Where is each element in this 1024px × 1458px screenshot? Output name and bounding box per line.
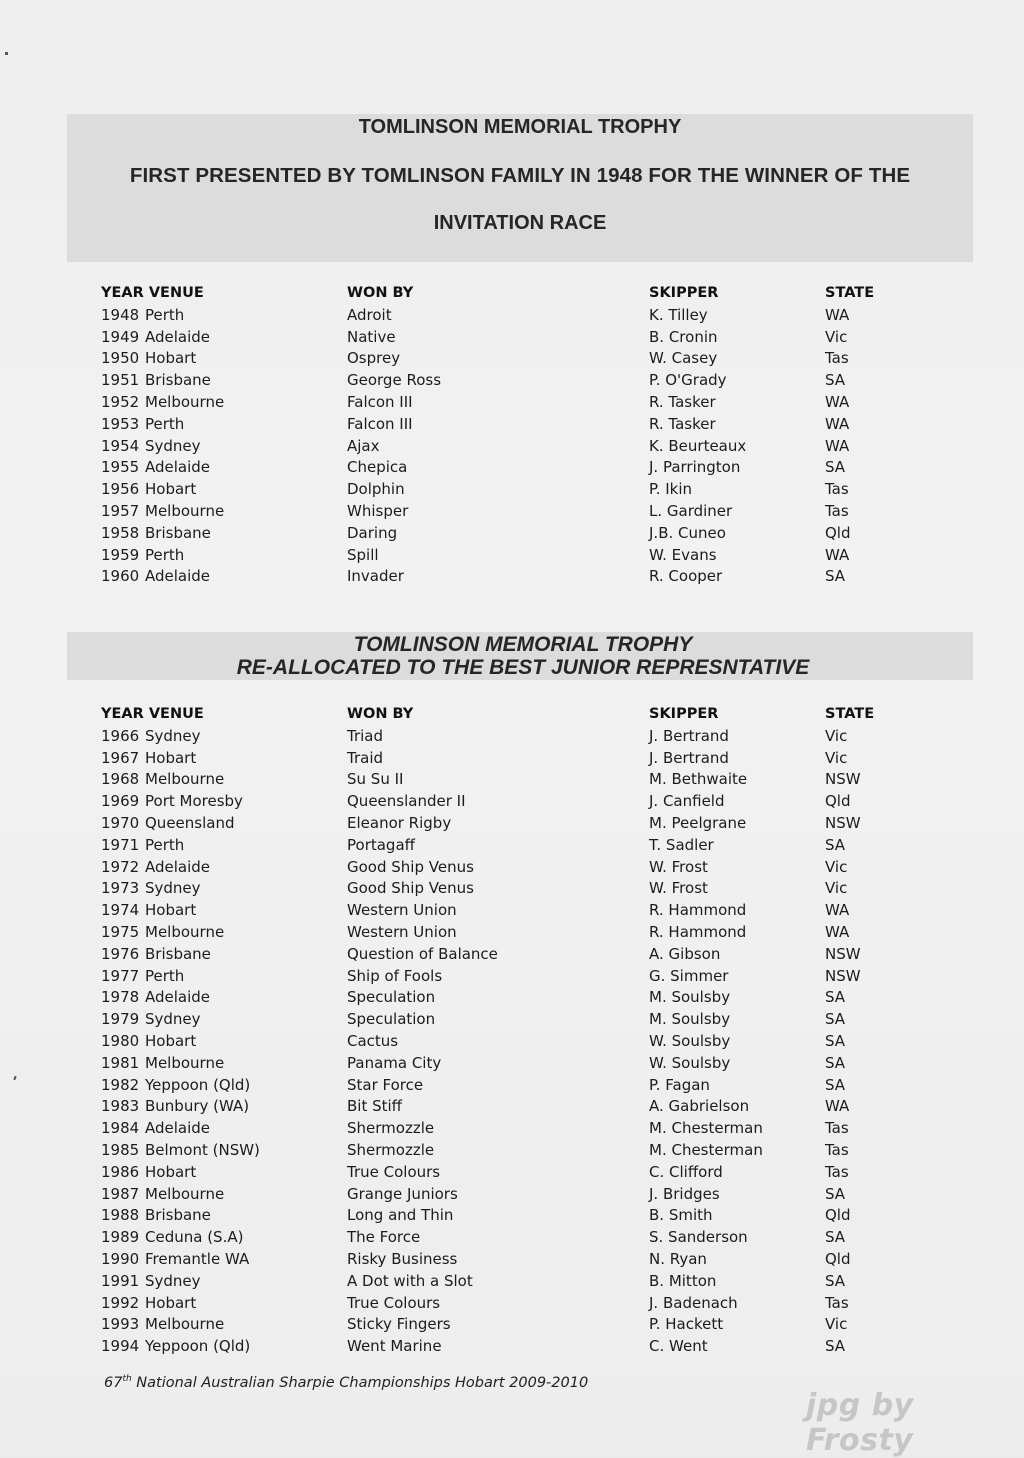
cell-skipper: P. Fagan bbox=[649, 1075, 710, 1094]
footer-number: 67 bbox=[104, 1375, 123, 1391]
cell-won-by: Star Force bbox=[347, 1075, 424, 1094]
cell-skipper: P. Hackett bbox=[649, 1315, 724, 1334]
cell-year: 1986 bbox=[101, 1162, 140, 1181]
cell-skipper: J. Parrington bbox=[649, 458, 741, 477]
cell-year: 1985 bbox=[101, 1140, 140, 1159]
cell-skipper: M. Chesterman bbox=[649, 1140, 763, 1159]
cell-state: SA bbox=[825, 1271, 846, 1290]
scan-speck bbox=[5, 52, 8, 55]
table-header-row bbox=[0, 283, 1024, 305]
cell-year: 1974 bbox=[101, 901, 140, 920]
cell-year: 1982 bbox=[101, 1075, 140, 1094]
cell-skipper: K. Beurteaux bbox=[649, 436, 747, 455]
cell-won-by: Shermozzle bbox=[347, 1119, 435, 1138]
cell-won-by: Daring bbox=[347, 523, 398, 542]
cell-won-by: Falcon III bbox=[347, 414, 413, 433]
section2-title-line2: RE-ALLOCATED TO THE BEST JUNIOR REPRESNTATIVE bbox=[236, 656, 810, 679]
cell-venue: Ceduna (S.A) bbox=[145, 1228, 244, 1247]
table-row bbox=[0, 305, 1024, 327]
cell-venue: Belmont (NSW) bbox=[145, 1140, 260, 1159]
cell-won-by: True Colours bbox=[347, 1162, 441, 1181]
cell-year: 1968 bbox=[101, 770, 140, 789]
cell-state: Qld bbox=[825, 1206, 851, 1225]
footer-caption bbox=[104, 1374, 588, 1391]
cell-venue: Sydney bbox=[145, 1271, 201, 1290]
cell-year: 1994 bbox=[101, 1337, 140, 1356]
cell-won-by: Falcon III bbox=[347, 392, 413, 411]
cell-venue: Hobart bbox=[145, 1293, 197, 1312]
cell-state: Qld bbox=[825, 523, 851, 542]
cell-state: Vic bbox=[825, 857, 848, 876]
cell-venue: Perth bbox=[145, 414, 185, 433]
cell-venue: Hobart bbox=[145, 480, 197, 499]
cell-year: 1975 bbox=[101, 922, 140, 941]
cell-state: SA bbox=[825, 1031, 846, 1050]
cell-venue: Brisbane bbox=[145, 944, 211, 963]
cell-venue: Sydney bbox=[145, 879, 201, 898]
cell-year: 1949 bbox=[101, 327, 140, 346]
cell-state: Tas bbox=[825, 349, 849, 368]
cell-skipper: B. Mitton bbox=[649, 1271, 717, 1290]
cell-skipper: M. Peelgrane bbox=[649, 813, 747, 832]
cell-state: WA bbox=[825, 1097, 850, 1116]
cell-state: NSW bbox=[825, 966, 861, 985]
cell-venue: Brisbane bbox=[145, 523, 211, 542]
cell-year: 1977 bbox=[101, 966, 140, 985]
table-row bbox=[0, 900, 1024, 922]
cell-state: Vic bbox=[825, 327, 848, 346]
cell-skipper: J. Bridges bbox=[649, 1184, 720, 1203]
table-row bbox=[0, 1336, 1024, 1358]
cell-skipper: C. Went bbox=[649, 1337, 708, 1356]
header-won-by: WON BY bbox=[347, 706, 414, 722]
table-row bbox=[0, 1205, 1024, 1227]
cell-state: WA bbox=[825, 305, 850, 324]
cell-year: 1948 bbox=[101, 305, 140, 324]
cell-skipper: W. Evans bbox=[649, 545, 717, 564]
cell-state: SA bbox=[825, 1184, 846, 1203]
cell-won-by: George Ross bbox=[347, 371, 442, 390]
table-row bbox=[0, 1184, 1024, 1206]
table-header-row bbox=[0, 704, 1024, 726]
footer-superscript: th bbox=[122, 1374, 132, 1384]
cell-skipper: B. Smith bbox=[649, 1206, 713, 1225]
section1-title: TOMLINSON MEMORIAL TROPHY bbox=[358, 116, 682, 138]
cell-won-by: Bit Stiff bbox=[347, 1097, 403, 1116]
table-row bbox=[0, 878, 1024, 900]
header-state: STATE bbox=[825, 706, 875, 722]
cell-skipper: R. Hammond bbox=[649, 901, 747, 920]
section1-subtitle-line1: FIRST PRESENTED BY TOMLINSON FAMILY IN 1948 FOR THE WINNER OF THE bbox=[129, 164, 911, 187]
cell-skipper: T. Sadler bbox=[649, 835, 714, 854]
cell-venue: Melbourne bbox=[145, 501, 225, 520]
cell-won-by: Cactus bbox=[347, 1031, 399, 1050]
cell-venue: Brisbane bbox=[145, 1206, 211, 1225]
cell-state: Tas bbox=[825, 1293, 849, 1312]
cell-won-by: Triad bbox=[347, 726, 384, 745]
cell-skipper: J. Badenach bbox=[649, 1293, 738, 1312]
cell-won-by: Western Union bbox=[347, 922, 457, 941]
table-row bbox=[0, 1053, 1024, 1075]
cell-venue: Hobart bbox=[145, 1162, 197, 1181]
cell-venue: Adelaide bbox=[145, 1119, 211, 1138]
cell-skipper: P. O'Grady bbox=[649, 371, 727, 390]
cell-won-by: Traid bbox=[347, 748, 384, 767]
table-row bbox=[0, 1009, 1024, 1031]
footer-text: National Australian Sharpie Championships Hobart 2009-2010 bbox=[131, 1375, 589, 1391]
table-row bbox=[0, 966, 1024, 988]
cell-skipper: N. Ryan bbox=[649, 1249, 707, 1268]
cell-skipper: J. Bertrand bbox=[649, 748, 729, 767]
cell-won-by: Chepica bbox=[347, 458, 408, 477]
cell-won-by: Sticky Fingers bbox=[347, 1315, 451, 1334]
table-row bbox=[0, 436, 1024, 458]
table-row bbox=[0, 1096, 1024, 1118]
cell-year: 1976 bbox=[101, 944, 140, 963]
table-row bbox=[0, 944, 1024, 966]
cell-year: 1989 bbox=[101, 1228, 140, 1247]
cell-won-by: Adroit bbox=[347, 305, 392, 324]
cell-venue: Perth bbox=[145, 835, 185, 854]
table-row bbox=[0, 1118, 1024, 1140]
table-row bbox=[0, 791, 1024, 813]
cell-won-by: The Force bbox=[347, 1228, 421, 1247]
cell-venue: Port Moresby bbox=[145, 792, 243, 811]
cell-venue: Sydney bbox=[145, 436, 201, 455]
cell-state: Qld bbox=[825, 1249, 851, 1268]
cell-skipper: R. Tasker bbox=[649, 414, 716, 433]
table-row bbox=[0, 392, 1024, 414]
cell-year: 1956 bbox=[101, 480, 140, 499]
cell-won-by: Speculation bbox=[347, 1010, 436, 1029]
cell-venue: Fremantle WA bbox=[145, 1249, 250, 1268]
cell-year: 1973 bbox=[101, 879, 140, 898]
cell-state: WA bbox=[825, 901, 850, 920]
cell-state: Qld bbox=[825, 792, 851, 811]
cell-won-by: Speculation bbox=[347, 988, 436, 1007]
table-row bbox=[0, 813, 1024, 835]
cell-won-by: Eleanor Rigby bbox=[347, 813, 452, 832]
table-row bbox=[0, 1162, 1024, 1184]
cell-won-by: Spill bbox=[347, 545, 379, 564]
cell-won-by: Queenslander II bbox=[347, 792, 466, 811]
cell-year: 1953 bbox=[101, 414, 140, 433]
table-row bbox=[0, 922, 1024, 944]
cell-state: SA bbox=[825, 835, 846, 854]
cell-year: 1958 bbox=[101, 523, 140, 542]
cell-state: SA bbox=[825, 458, 846, 477]
cell-skipper: A. Gabrielson bbox=[649, 1097, 750, 1116]
cell-skipper: L. Gardiner bbox=[649, 501, 733, 520]
cell-venue: Perth bbox=[145, 545, 185, 564]
cell-won-by: True Colours bbox=[347, 1293, 441, 1312]
cell-won-by: Portagaff bbox=[347, 835, 415, 854]
cell-state: Tas bbox=[825, 480, 849, 499]
cell-skipper: W. Frost bbox=[649, 857, 708, 876]
table-row bbox=[0, 726, 1024, 748]
header-year-venue: YEAR VENUE bbox=[101, 285, 204, 301]
cell-skipper: M. Chesterman bbox=[649, 1119, 763, 1138]
cell-won-by: Good Ship Venus bbox=[347, 857, 474, 876]
cell-venue: Yeppoon (Qld) bbox=[145, 1075, 251, 1094]
cell-venue: Queensland bbox=[145, 813, 235, 832]
cell-won-by: Went Marine bbox=[347, 1337, 442, 1356]
table-row bbox=[0, 479, 1024, 501]
cell-state: Tas bbox=[825, 1119, 849, 1138]
cell-venue: Hobart bbox=[145, 901, 197, 920]
table-row bbox=[0, 1293, 1024, 1315]
table-row bbox=[0, 1271, 1024, 1293]
header-skipper: SKIPPER bbox=[649, 706, 719, 722]
cell-won-by: Grange Juniors bbox=[347, 1184, 458, 1203]
cell-state: SA bbox=[825, 1075, 846, 1094]
cell-skipper: M. Bethwaite bbox=[649, 770, 748, 789]
cell-skipper: R. Hammond bbox=[649, 922, 747, 941]
cell-state: Vic bbox=[825, 879, 848, 898]
cell-venue: Melbourne bbox=[145, 392, 225, 411]
cell-state: SA bbox=[825, 1337, 846, 1356]
cell-state: SA bbox=[825, 988, 846, 1007]
cell-won-by: A Dot with a Slot bbox=[347, 1271, 473, 1290]
cell-skipper: B. Cronin bbox=[649, 327, 718, 346]
cell-state: SA bbox=[825, 1053, 846, 1072]
table-row bbox=[0, 1031, 1024, 1053]
cell-skipper: P. Ikin bbox=[649, 480, 693, 499]
header-won-by: WON BY bbox=[347, 285, 414, 301]
table-row bbox=[0, 457, 1024, 479]
cell-skipper: R. Cooper bbox=[649, 567, 723, 586]
cell-won-by: Shermozzle bbox=[347, 1140, 435, 1159]
table-row bbox=[0, 1075, 1024, 1097]
cell-year: 1987 bbox=[101, 1184, 140, 1203]
cell-won-by: Invader bbox=[347, 567, 404, 586]
cell-state: Tas bbox=[825, 1140, 849, 1159]
cell-venue: Melbourne bbox=[145, 1184, 225, 1203]
cell-venue: Melbourne bbox=[145, 1315, 225, 1334]
cell-year: 1978 bbox=[101, 988, 140, 1007]
cell-venue: Sydney bbox=[145, 1010, 201, 1029]
cell-venue: Melbourne bbox=[145, 770, 225, 789]
cell-venue: Hobart bbox=[145, 349, 197, 368]
cell-year: 1967 bbox=[101, 748, 140, 767]
cell-year: 1979 bbox=[101, 1010, 140, 1029]
cell-state: SA bbox=[825, 371, 846, 390]
cell-skipper: W. Frost bbox=[649, 879, 708, 898]
table-row bbox=[0, 1314, 1024, 1336]
cell-venue: Bunbury (WA) bbox=[145, 1097, 250, 1116]
table-row bbox=[0, 501, 1024, 523]
cell-state: WA bbox=[825, 922, 850, 941]
cell-state: WA bbox=[825, 414, 850, 433]
cell-venue: Hobart bbox=[145, 1031, 197, 1050]
table-row bbox=[0, 370, 1024, 392]
cell-venue: Melbourne bbox=[145, 922, 225, 941]
table-row bbox=[0, 523, 1024, 545]
cell-state: SA bbox=[825, 567, 846, 586]
cell-year: 1959 bbox=[101, 545, 140, 564]
cell-year: 1984 bbox=[101, 1119, 140, 1138]
cell-state: WA bbox=[825, 545, 850, 564]
cell-won-by: Ajax bbox=[347, 436, 380, 455]
cell-year: 1992 bbox=[101, 1293, 140, 1312]
table-row bbox=[0, 348, 1024, 370]
cell-year: 1988 bbox=[101, 1206, 140, 1225]
cell-year: 1954 bbox=[101, 436, 140, 455]
cell-won-by: Question of Balance bbox=[347, 944, 498, 963]
cell-year: 1952 bbox=[101, 392, 140, 411]
cell-year: 1966 bbox=[101, 726, 140, 745]
cell-year: 1980 bbox=[101, 1031, 140, 1050]
cell-year: 1950 bbox=[101, 349, 140, 368]
cell-year: 1993 bbox=[101, 1315, 140, 1334]
cell-skipper: W. Soulsby bbox=[649, 1031, 731, 1050]
cell-skipper: S. Sanderson bbox=[649, 1228, 748, 1247]
cell-skipper: G. Simmer bbox=[649, 966, 729, 985]
cell-state: Tas bbox=[825, 1162, 849, 1181]
table-row bbox=[0, 566, 1024, 588]
table-row bbox=[0, 1249, 1024, 1271]
cell-skipper: J.B. Cuneo bbox=[649, 523, 726, 542]
cell-venue: Melbourne bbox=[145, 1053, 225, 1072]
cell-skipper: W. Casey bbox=[649, 349, 718, 368]
header-year-venue: YEAR VENUE bbox=[101, 706, 204, 722]
cell-venue: Perth bbox=[145, 966, 185, 985]
table-row bbox=[0, 545, 1024, 567]
cell-year: 1957 bbox=[101, 501, 140, 520]
cell-year: 1990 bbox=[101, 1249, 140, 1268]
cell-state: WA bbox=[825, 392, 850, 411]
section2-banner bbox=[67, 632, 973, 680]
cell-year: 1991 bbox=[101, 1271, 140, 1290]
cell-won-by: Osprey bbox=[347, 349, 401, 368]
section1-subtitle-line2: INVITATION RACE bbox=[433, 212, 607, 234]
section2-table bbox=[0, 704, 1024, 1358]
cell-won-by: Risky Business bbox=[347, 1249, 458, 1268]
cell-won-by: Whisper bbox=[347, 501, 409, 520]
cell-state: Vic bbox=[825, 748, 848, 767]
cell-won-by: Dolphin bbox=[347, 480, 405, 499]
cell-skipper: J. Bertrand bbox=[649, 726, 729, 745]
cell-won-by: Long and Thin bbox=[347, 1206, 454, 1225]
cell-venue: Adelaide bbox=[145, 458, 211, 477]
cell-skipper: A. Gibson bbox=[649, 944, 721, 963]
cell-won-by: Good Ship Venus bbox=[347, 879, 474, 898]
cell-won-by: Panama City bbox=[347, 1053, 442, 1072]
cell-venue: Yeppoon (Qld) bbox=[145, 1337, 251, 1356]
cell-year: 1981 bbox=[101, 1053, 140, 1072]
cell-state: NSW bbox=[825, 770, 861, 789]
cell-state: SA bbox=[825, 1010, 846, 1029]
cell-venue: Adelaide bbox=[145, 857, 211, 876]
table-row bbox=[0, 769, 1024, 791]
table-row bbox=[0, 414, 1024, 436]
table-row bbox=[0, 1140, 1024, 1162]
section1-table bbox=[0, 283, 1024, 588]
cell-won-by: Native bbox=[347, 327, 396, 346]
cell-won-by: Western Union bbox=[347, 901, 457, 920]
cell-state: NSW bbox=[825, 944, 861, 963]
cell-year: 1970 bbox=[101, 813, 140, 832]
cell-skipper: C. Clifford bbox=[649, 1162, 723, 1181]
cell-year: 1971 bbox=[101, 835, 140, 854]
table-row bbox=[0, 987, 1024, 1009]
cell-venue: Perth bbox=[145, 305, 185, 324]
table-row bbox=[0, 1227, 1024, 1249]
cell-state: WA bbox=[825, 436, 850, 455]
cell-won-by: Su Su II bbox=[347, 770, 404, 789]
table-row bbox=[0, 835, 1024, 857]
header-skipper: SKIPPER bbox=[649, 285, 719, 301]
cell-state: Vic bbox=[825, 726, 848, 745]
cell-year: 1960 bbox=[101, 567, 140, 586]
watermark: jpg by Frosty bbox=[806, 1388, 914, 1458]
cell-skipper: K. Tilley bbox=[649, 305, 708, 324]
table-row bbox=[0, 327, 1024, 349]
cell-skipper: M. Soulsby bbox=[649, 988, 731, 1007]
cell-venue: Adelaide bbox=[145, 988, 211, 1007]
cell-venue: Sydney bbox=[145, 726, 201, 745]
cell-year: 1951 bbox=[101, 371, 140, 390]
cell-state: Tas bbox=[825, 501, 849, 520]
cell-skipper: R. Tasker bbox=[649, 392, 716, 411]
cell-venue: Adelaide bbox=[145, 327, 211, 346]
cell-year: 1969 bbox=[101, 792, 140, 811]
section1-banner bbox=[67, 114, 973, 262]
cell-venue: Brisbane bbox=[145, 371, 211, 390]
cell-state: Vic bbox=[825, 1315, 848, 1334]
table-row bbox=[0, 748, 1024, 770]
cell-year: 1983 bbox=[101, 1097, 140, 1116]
cell-skipper: W. Soulsby bbox=[649, 1053, 731, 1072]
section2-title-line1: TOMLINSON MEMORIAL TROPHY bbox=[353, 633, 693, 656]
cell-state: NSW bbox=[825, 813, 861, 832]
header-state: STATE bbox=[825, 285, 875, 301]
cell-skipper: J. Canfield bbox=[649, 792, 725, 811]
cell-year: 1972 bbox=[101, 857, 140, 876]
cell-state: SA bbox=[825, 1228, 846, 1247]
cell-skipper: M. Soulsby bbox=[649, 1010, 731, 1029]
cell-venue: Hobart bbox=[145, 748, 197, 767]
cell-year: 1955 bbox=[101, 458, 140, 477]
table-row bbox=[0, 857, 1024, 879]
cell-venue: Adelaide bbox=[145, 567, 211, 586]
cell-won-by: Ship of Fools bbox=[347, 966, 443, 985]
